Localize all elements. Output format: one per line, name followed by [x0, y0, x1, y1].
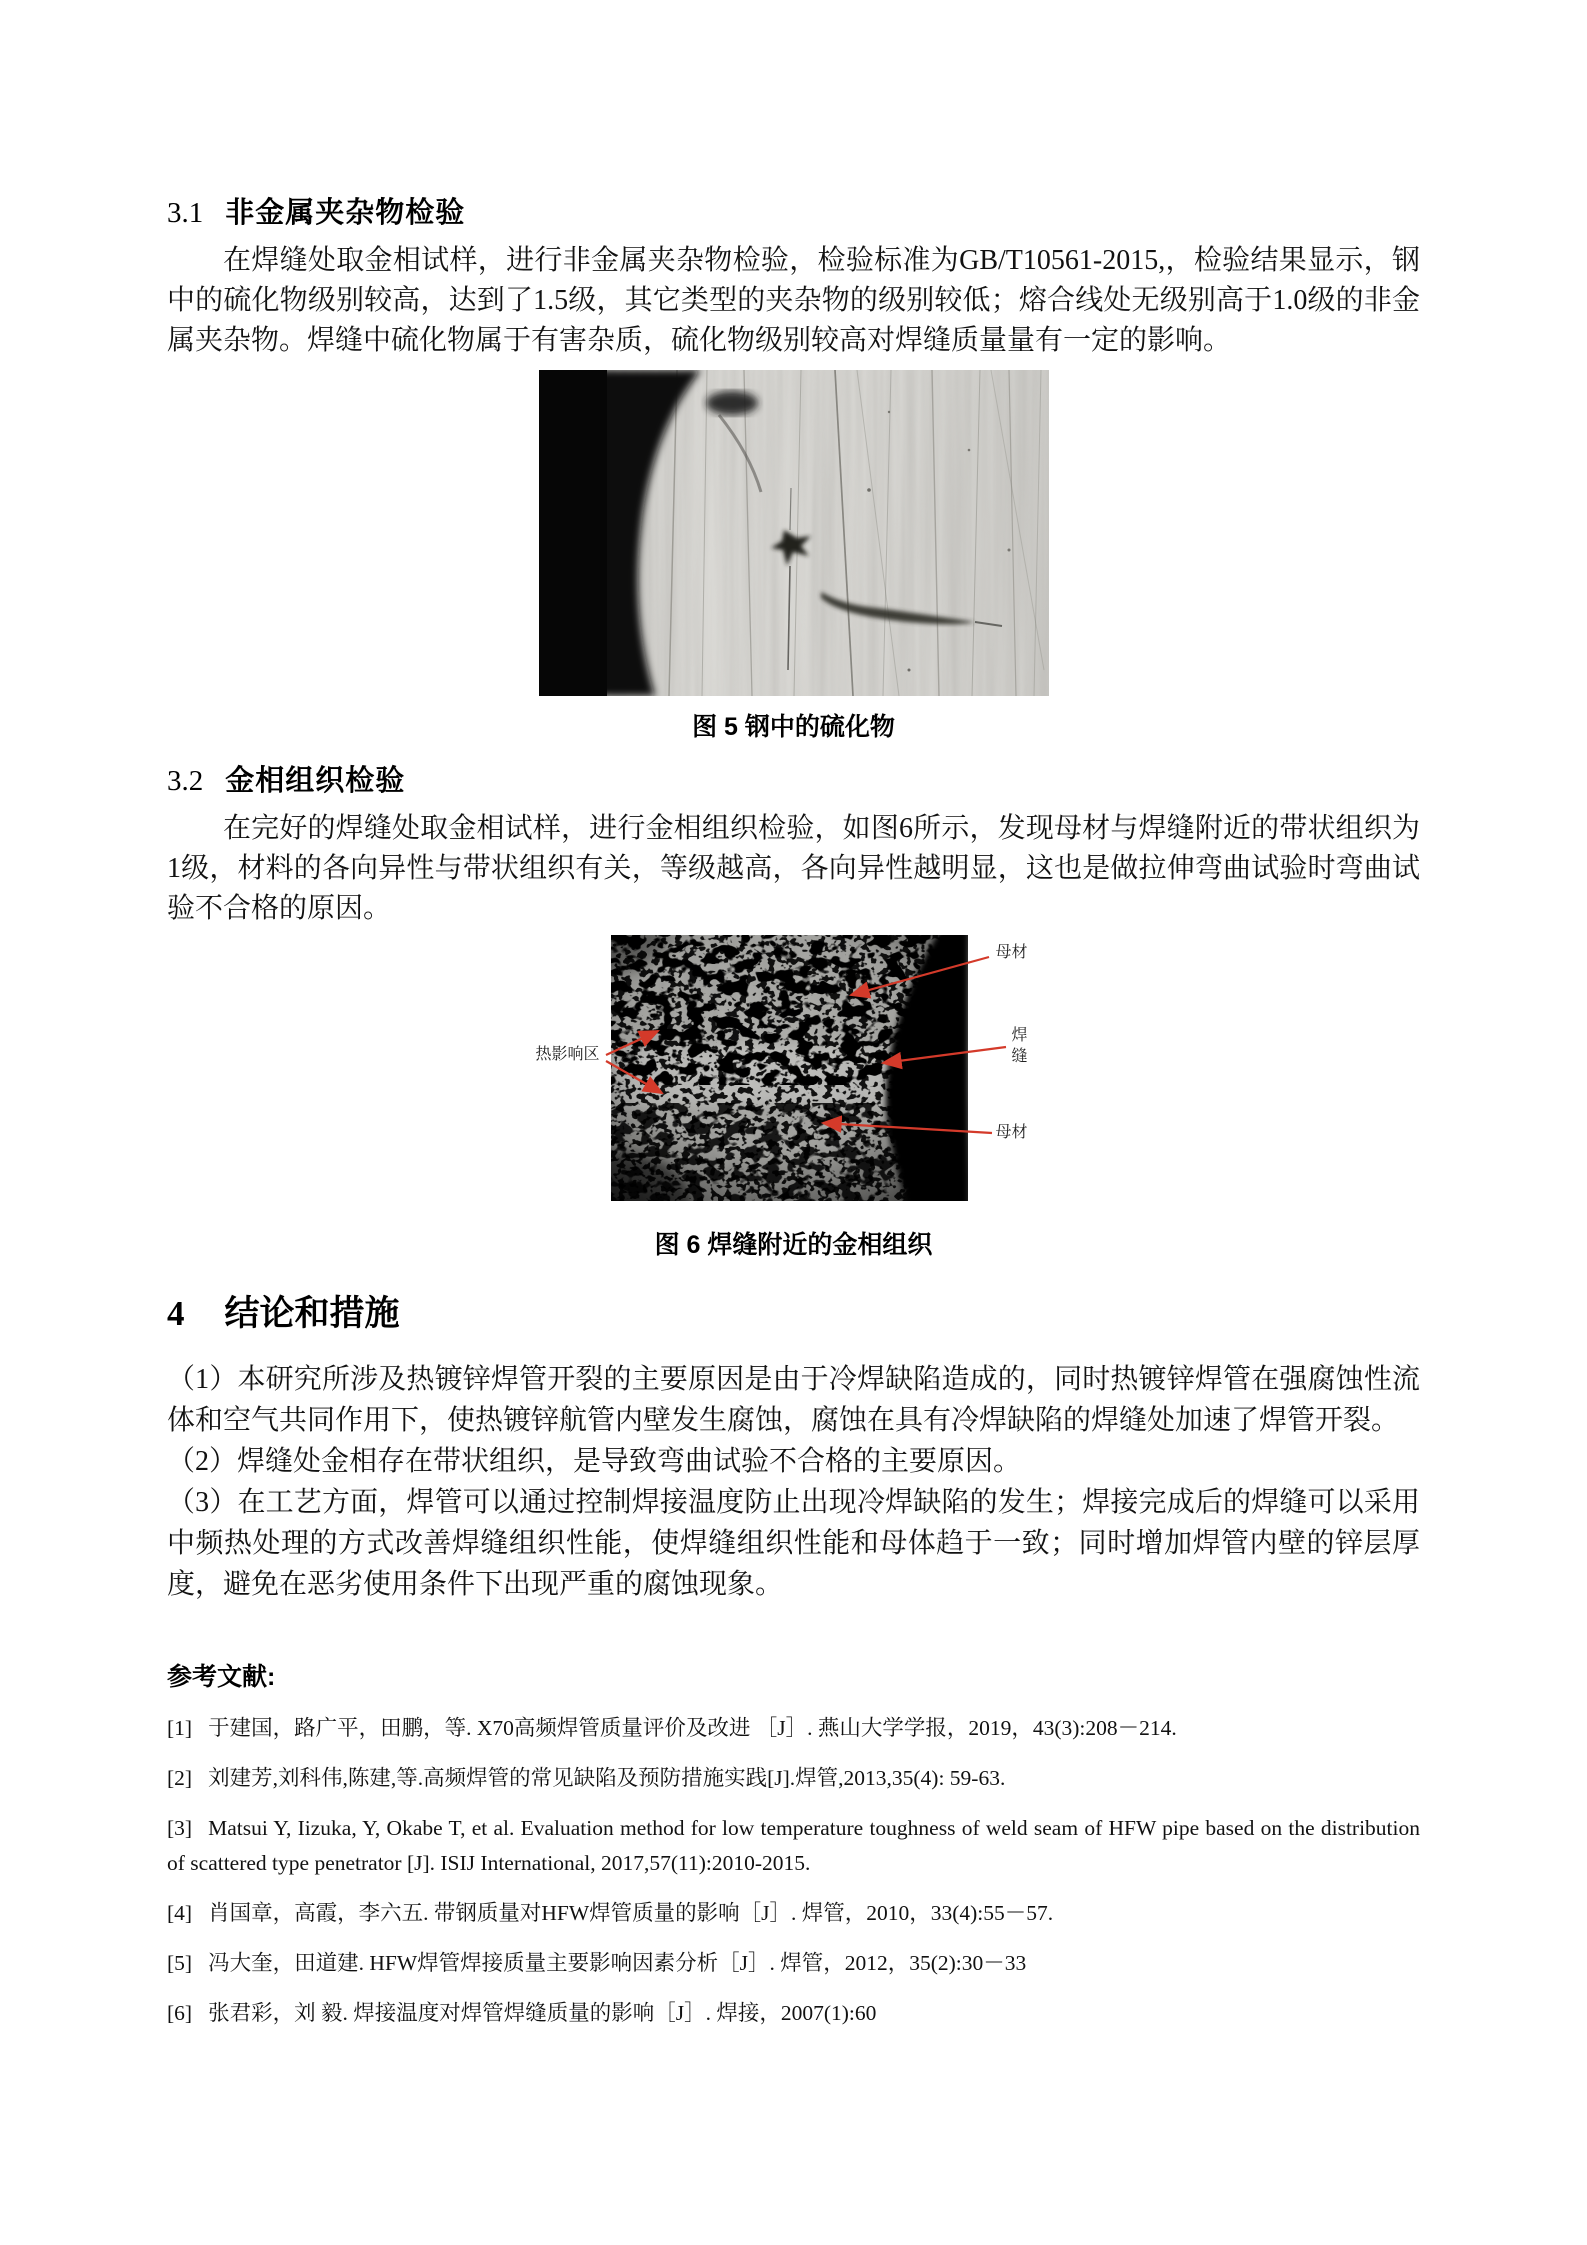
reference-item: [167, 1711, 1420, 1746]
page-content: [167, 0, 1420, 2046]
reference-item: [167, 1946, 1420, 1981]
references-heading: 参考文献:: [167, 1663, 276, 1691]
reference-tag: [3]: [167, 1816, 193, 1840]
figure-5-caption: 图 5 钢中的硫化物: [692, 713, 895, 741]
reference-text: 肖国章，高霞，李六五. 带钢质量对HFW焊管质量的影响［J］. 焊管，2010，33(4):55－57.: [208, 1901, 1054, 1925]
section-title: 金相组织检验: [225, 765, 406, 797]
reference-list: [167, 1711, 1420, 2031]
reference-text: 冯大奎，田道建. HFW焊管焊接质量主要影响因素分析［J］. 焊管，2012，35(2):30－33: [208, 1951, 1027, 1975]
figure-6-photo: [547, 935, 968, 1205]
reference-text: 于建国，路广平，田鹏，等. X70高频焊管质量评价及改进 ［J］. 燕山大学学报，2019，43(3):208－214.: [208, 1716, 1177, 1740]
reference-tag: [6]: [167, 2001, 193, 2025]
section-number: 3.1: [167, 197, 204, 229]
section-number: 4: [167, 1294, 185, 1333]
conclusion-item-3: （3）在工艺方面，焊管可以通过控制焊接温度防止出现冷焊缺陷的发生；焊接完成后的焊缝可以采用中频热处理的方式改善焊缝组织性能，使焊缝组织性能和母体趋于一致；同时增加焊管内壁的锌层厚度，避免在恶劣使用条件下出现严重的腐蚀现象。: [167, 1487, 1420, 1600]
reference-text: 刘建芳,刘科伟,陈建,等.高频焊管的常见缺陷及预防措施实践[J].焊管,2013,35(4): 59-63.: [208, 1766, 1006, 1790]
reference-item: [167, 1811, 1420, 1881]
section-number: 3.2: [167, 765, 204, 797]
figure-6: [534, 935, 1054, 1205]
conclusion-item-2: （2）焊缝处金相存在带状组织，是导致弯曲试验不合格的主要原因。: [167, 1446, 1022, 1477]
reference-tag: [5]: [167, 1951, 193, 1975]
reference-text: Matsui Y, Iizuka, Y, Okabe T, et al. Evaluation method for low temperature toughness of weld seam of HFW pipe based on the distribution of scattered type penetrator [J]. ISIJ International, 2017,57(11):2010-2015.: [167, 1816, 1420, 1875]
reference-text: 张君彩，刘 毅. 焊接温度对焊管焊缝质量的影响［J］. 焊接，2007(1):60: [208, 2001, 877, 2025]
reference-item: [167, 1996, 1420, 2031]
figure-5-micrograph-image: [539, 370, 1049, 696]
section-3-2-heading: [167, 763, 1420, 799]
figure6-label-weld-seam: 焊缝: [1011, 1027, 1028, 1065]
section-3-1-heading: [167, 195, 1420, 231]
section-3-1-paragraph: 在焊缝处取金相试样，进行非金属夹杂物检验，检验标准为GB/T10561-2015,，检验结果显示，钢中的硫化物级别较高，达到了1.5级，其它类型的夹杂物的级别较低；熔合线处无级别高于1.0级的非金属夹杂物。焊缝中硫化物属于有害杂质，硫化物级别较高对焊缝质量量有一定的影响。: [167, 245, 1420, 356]
section-4-heading: [167, 1291, 1420, 1337]
reference-tag: [1]: [167, 1716, 193, 1740]
reference-item: [167, 1761, 1420, 1796]
figure-5: [539, 370, 1049, 696]
figure6-label-base-metal-bottom: 母材: [995, 1124, 1028, 1141]
figure6-label-base-metal-top: 母材: [995, 944, 1028, 961]
figure-6-caption: 图 6 焊缝附近的金相组织: [654, 1231, 933, 1259]
section-3-2-paragraph: 在完好的焊缝处取金相试样，进行金相组织检验，如图6所示，发现母材与焊缝附近的带状组织为1级，材料的各向异性与带状组织有关，等级越高，各向异性越明显，这也是做拉伸弯曲试验时弯曲试验不合格的原因。: [167, 813, 1420, 924]
reference-tag: [4]: [167, 1901, 193, 1925]
conclusion-item-1: （1）本研究所涉及热镀锌焊管开裂的主要原因是由于冷焊缺陷造成的，同时热镀锌焊管在强腐蚀性流体和空气共同作用下，使热镀锌航管内壁发生腐蚀，腐蚀在具有冷焊缺陷的焊缝处加速了焊管开裂。: [167, 1364, 1420, 1436]
reference-tag: [2]: [167, 1766, 193, 1790]
figure-6-micrograph-image: [534, 935, 1054, 1205]
section-title: 非金属夹杂物检验: [225, 197, 466, 229]
reference-item: [167, 1896, 1420, 1931]
figure6-label-haz: 热影响区: [535, 1046, 600, 1063]
section-title: 结论和措施: [224, 1294, 400, 1333]
